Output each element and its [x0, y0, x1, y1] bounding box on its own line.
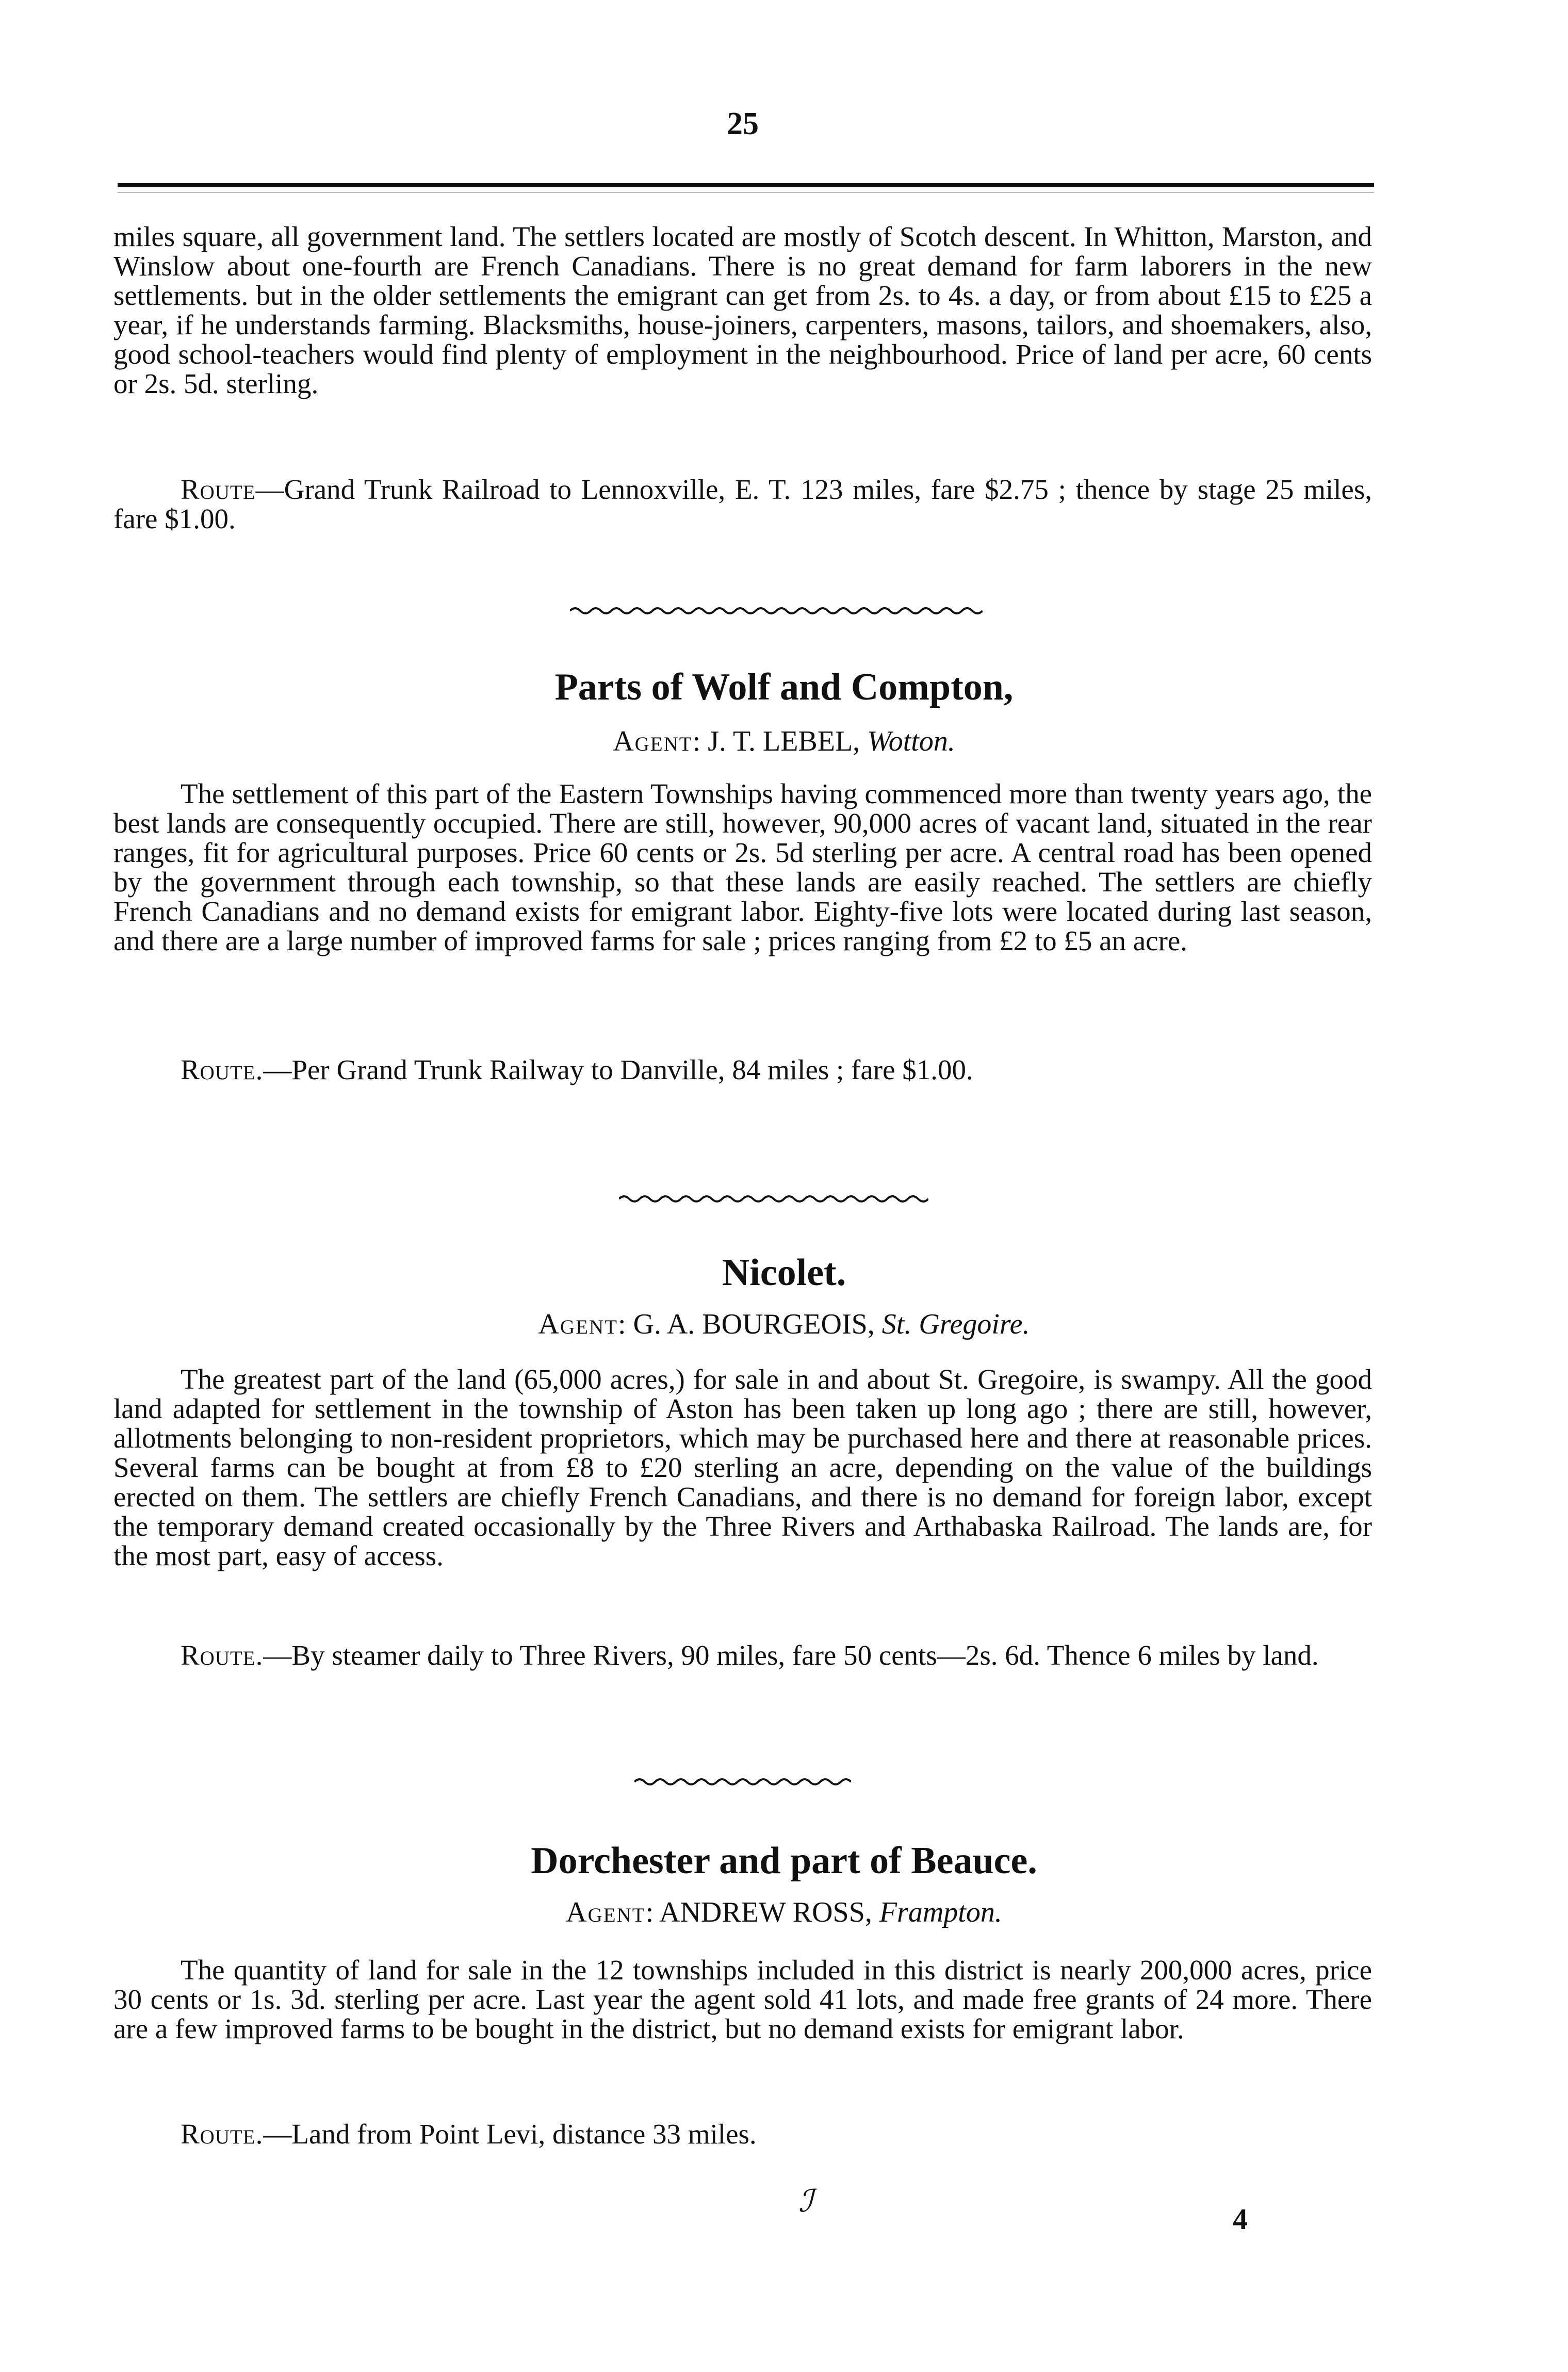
agent-town: Frampton.: [879, 1896, 1002, 1928]
route-text: —By steamer daily to Three Rivers, 90 miles, fare 50 cents—2s. 6d. Thence 6 miles by land.: [263, 1639, 1319, 1671]
section-text: The quantity of land for sale in the 12 townships included in this district is nearly 200,000 acres, price 30 cents or 1s. 3d. sterling per acre. Last year the agent sold 41 lots, and made free grants of 24 more. There are a few improved farms to be bought in the district, but no demand exists for emigrant labor.: [113, 1954, 1372, 2044]
section-text: The greatest part of the land (65,000 acres,) for sale in and about St. Gregoire, is swampy. All the good land adapted for settlement in the township of Aston has been taken up long ago ; there are still, however, allotments belonging to non-resident proprietors, which may be purchased here and there at reasonable prices. Several farms can be bought at from £8 to £20 sterling an acre, depending on the value of the buildings erected on them. The settlers are chiefly French Canadians, and there is no demand for foreign labor, except the temporary demand created occasionally by the Three Rivers and Arthabaska Railroad. The lands are, for the most part, easy of access.: [113, 1363, 1372, 1571]
header-rule: [118, 183, 1374, 187]
agent-name: : ANDREW ROSS,: [645, 1896, 872, 1928]
agent-line-nicolet: [0, 1308, 1568, 1341]
page-number: 25: [727, 106, 759, 141]
route-text: —Grand Trunk Railroad to Lennoxville, E. T. 123 miles, fare $2.75 ; thence by stage 25 miles, fare $1.00.: [113, 474, 1372, 534]
footer-flourish: ℐ: [798, 2184, 813, 2218]
intro-route: [113, 475, 1372, 533]
agent-town: Wotton.: [867, 725, 955, 757]
section-route-nicolet: [113, 1640, 1372, 1670]
agent-label: Agent: [538, 1308, 618, 1340]
intro-paragraph: [113, 222, 1372, 398]
section-text: The settlement of this part of the Eastern Townships having commenced more than twenty years ago, the best lands are consequently occupied. There are still, however, 90,000 acres of vacant land, situated in the rear ranges, fit for agricultural purposes. Price 60 cents or 2s. 5d sterling per acre. A central road has been opened by the government through each township, so that these lands are easily reached. The settlers are chiefly French Canadians and no demand exists for emigrant labor. Eighty-five lots were located during last season, and there are a large number of improved farms for sale ; prices ranging from £2 to £5 an acre.: [113, 778, 1372, 956]
section-paragraph-wolf-compton: [113, 779, 1372, 955]
section-paragraph-dorchester: [113, 1955, 1372, 2043]
section-title-dorchester: Dorchester and part of Beauce.: [531, 1840, 1037, 1882]
agent-line-wolf-compton: [0, 725, 1568, 758]
signature-mark: 4: [1233, 2202, 1248, 2236]
agent-label: Agent: [566, 1896, 646, 1928]
wavy-divider: [619, 1193, 928, 1205]
route-label: Route.: [181, 1639, 264, 1671]
agent-name: : J. T. LEBEL,: [692, 725, 860, 757]
route-text: —Per Grand Trunk Railway to Danville, 84 miles ; fare $1.00.: [263, 1054, 973, 1085]
route-label: Route.: [181, 2118, 264, 2150]
agent-name: : G. A. BOURGEOIS,: [617, 1308, 875, 1340]
route-label: Route.: [181, 1054, 264, 1085]
agent-label: Agent: [613, 725, 693, 757]
wavy-divider: [634, 1776, 851, 1788]
section-route-wolf-compton: [113, 1055, 1372, 1084]
section-route-dorchester: [113, 2119, 1372, 2149]
section-paragraph-nicolet: [113, 1364, 1372, 1570]
route-label: Route: [181, 474, 256, 505]
intro-text: miles square, all government land. The settlers located are mostly of Scotch descent. In Whitton, Marston, and Winslow about one-fourth are French Canadians. There is no great demand for farm laborers in the new settlements. but in the older settlements the emigrant can get from 2s. to 4s. a day, or from about £15 to £25 a year, if he understands farming. Blacksmiths, house-joiners, carpenters, masons, tailors, and shoemakers, also, good school-teachers would find plenty of employment in the neighbourhood. Price of land per acre, 60 cents or 2s. 5d. sterling.: [113, 221, 1372, 399]
wavy-divider: [570, 605, 983, 617]
section-title-nicolet: Nicolet.: [722, 1252, 846, 1294]
agent-town: St. Gregoire.: [881, 1308, 1030, 1340]
route-text: —Land from Point Levi, distance 33 miles.: [263, 2118, 757, 2150]
header-rule-thin: [118, 192, 1374, 193]
agent-line-dorchester: [0, 1896, 1568, 1929]
section-title-wolf-compton: Parts of Wolf and Compton,: [554, 666, 1014, 708]
